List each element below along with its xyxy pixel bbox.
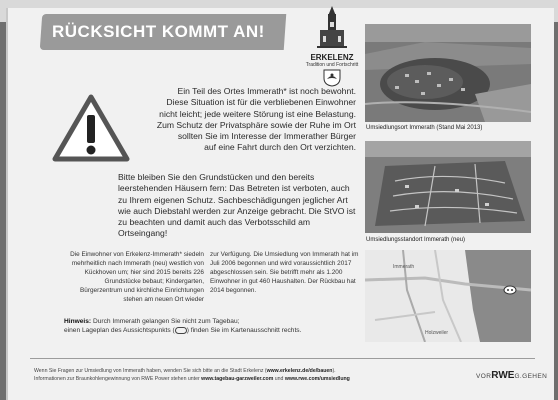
footer-line1-end: ). — [332, 368, 336, 374]
rwe-umsiedlung-link[interactable]: www.rwe.com/umsiedlung — [284, 375, 350, 382]
location-map — [365, 250, 531, 342]
footer-line2: Informationen zur Braunkohlengewinnung von RWE Power stehen unter — [34, 375, 202, 382]
coat-of-arms-icon — [323, 69, 341, 87]
hint-line2-start: einen Lageplan des Aussichtspunkts ( — [64, 327, 175, 334]
rwe-logo — [476, 370, 547, 381]
rules-paragraph: Bitte bleiben Sie den Grundstücken und den bereits leerstehenden Häusern fern: Das Betreten ist verboten, auch zu Ihrem eigenen Schutz. Sachbeschädigungen jeglicher Art wie auch Diebstahl werden zur Anzeige gebracht. Die StVO ist zu beachten und damit auch das Verbotsschild am Ortseingang! — [118, 172, 356, 239]
intro-text — [108, 86, 356, 154]
footer-text — [34, 368, 454, 383]
map-label-holzweiler: Holzweiler — [425, 330, 449, 336]
hint-line1: Durch Immerath gelangen Sie nicht zum Tagebau; — [92, 318, 240, 325]
hint-block — [64, 317, 364, 335]
church-tower-icon — [315, 6, 349, 52]
logo-tagline: Tradition und Fortschritt — [305, 62, 359, 68]
page-title: RÜCKSICHT KOMMT AN! — [52, 22, 265, 41]
intro-line: Diese Situation ist für die verbliebenen Einwohner — [166, 97, 356, 108]
intro-line: nicht leicht; jede weitere Störung ist eine Belastung. — [159, 108, 356, 119]
divider — [30, 358, 535, 359]
intro-line: Zum Schutz der Privatsphäre sowie der Ruhe im Ort — [156, 119, 356, 130]
tagebau-link[interactable]: www.tagebau-garzweiler.com — [201, 375, 274, 382]
hint-line2-end: ) finden Sie im Kartenausschnitt rechts. — [186, 327, 302, 334]
photo2-caption: Umsiedlungsstandort Immerath (neu) — [366, 237, 466, 243]
logo-name: ERKELENZ — [310, 53, 354, 62]
hint-label: Hinweis: — [64, 318, 92, 325]
footer-line2-mid: und — [273, 375, 285, 382]
intro-line: Ein Teil des Ortes Immerath* ist noch bewohnt. — [177, 86, 356, 96]
footer-line1: Wenn Sie Fragen zur Umsiedlung von Immerath haben, wenden Sie sich bitte an die Stadt Erkelenz ( — [34, 368, 267, 374]
rwe-gehen: G.GEHEN — [514, 373, 548, 380]
intro-line: auf eine Fahrt durch den Ort verzichten. — [204, 142, 356, 153]
rwe-brand: RWE — [491, 370, 515, 381]
rwe-vor: VOR — [476, 373, 492, 380]
erkelenz-logo — [303, 6, 361, 86]
photo1-caption: Umsiedlungsort Immerath (Stand Mai 2013) — [366, 125, 483, 131]
footnote-left: Die Einwohner von Erkelenz-Immerath* siedeln mehrheitlich nach Immerath (neu) westlich von Kückhoven um; hier sind 2015 bereits 226 Grundstücke bebaut; Kindergarten, Bürgerzentrum und kirchliche Einrichtungen stehen am neuen Ort wieder — [70, 251, 204, 303]
aerial-photo-new-settlement — [365, 141, 531, 233]
viewpoint-icon — [175, 327, 187, 334]
map-label-immerath: Immerath — [393, 264, 415, 270]
footnote-right: zur Verfügung. Die Umsiedlung von Immerath hat im Juli 2006 begonnen und wird voraussichtlich 2017 abgeschlossen sein. Sie betrifft mehr als 1.200 Einwohner in gut 460 Haushalten. Der Rückbau hat 2014 begonnen. — [210, 251, 359, 294]
intro-line: sollten Sie im Interesse der Immerather Bürger — [177, 131, 356, 142]
erkelenz-link[interactable]: www.erkelenz.de/de/bauen — [266, 368, 333, 374]
aerial-photo-immerath — [365, 24, 531, 122]
